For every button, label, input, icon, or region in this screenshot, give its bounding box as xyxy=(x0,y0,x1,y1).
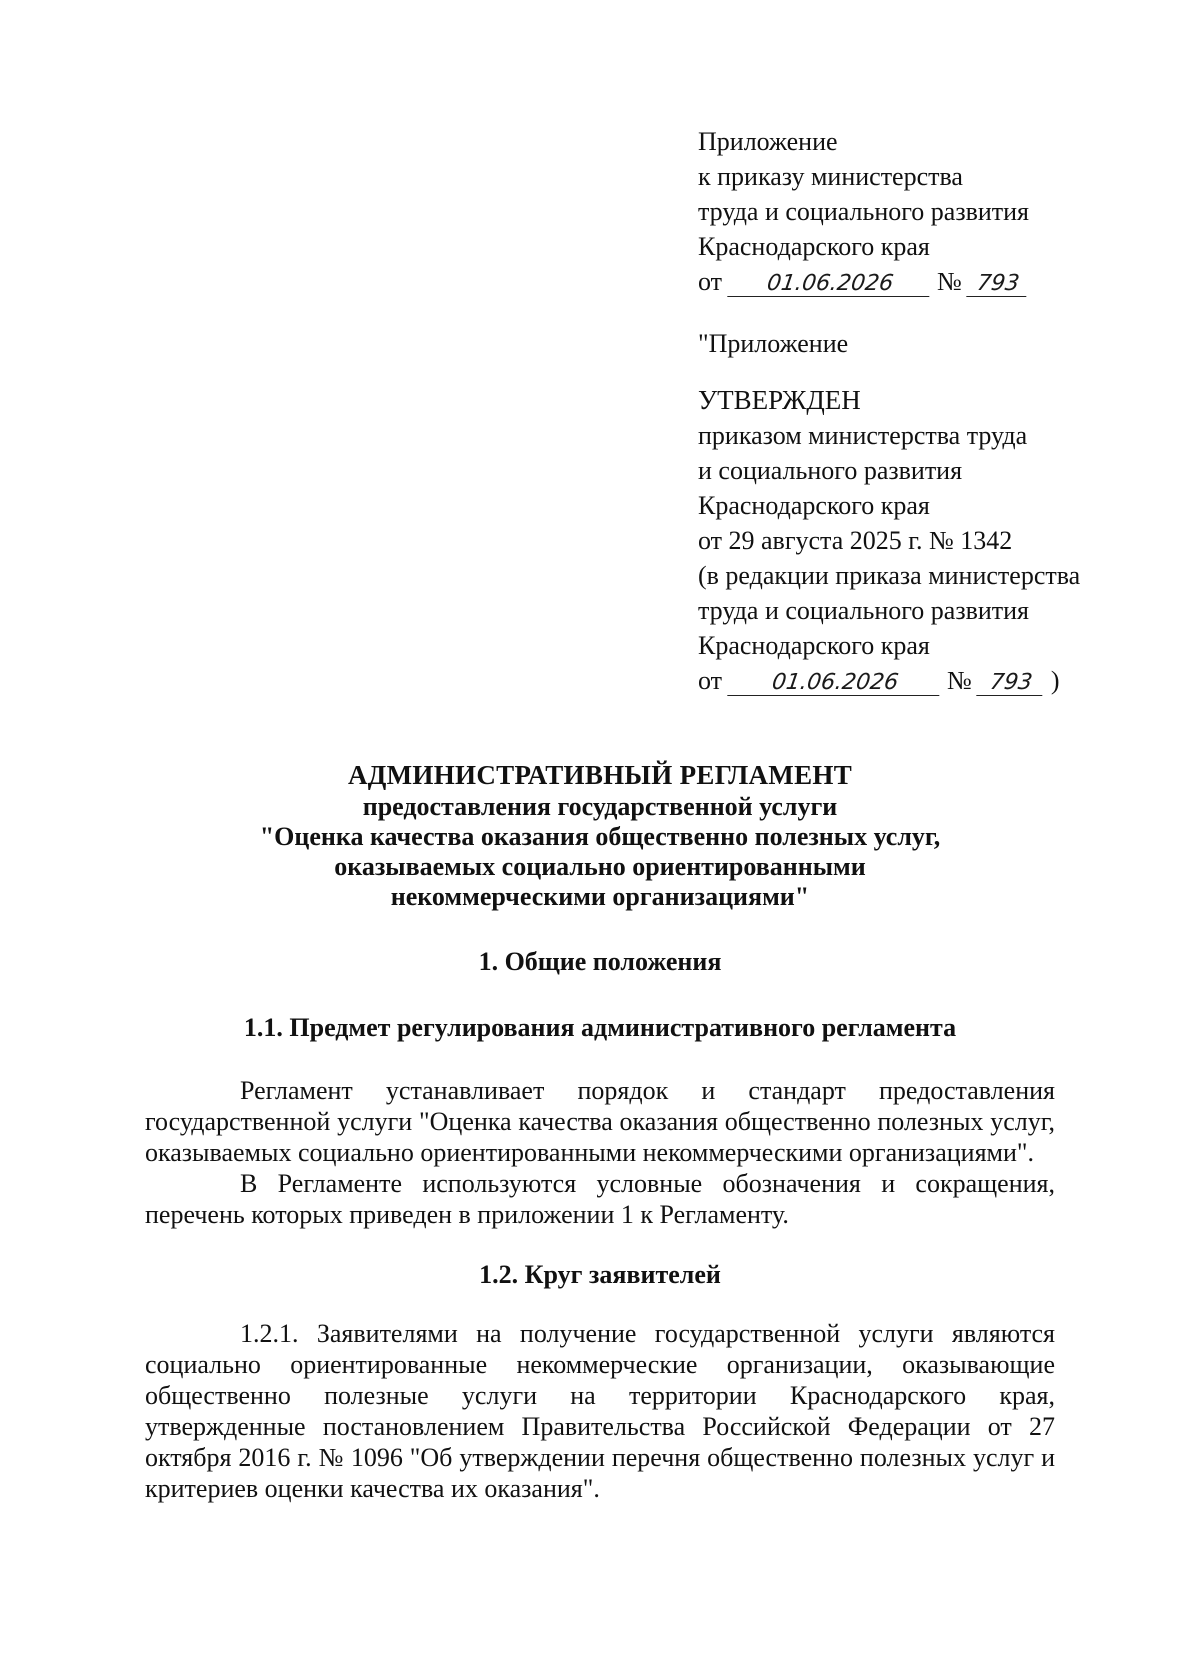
from-label: от xyxy=(698,267,723,296)
applicants-body xyxy=(145,1318,1055,1504)
appendix-date-line xyxy=(698,264,1158,299)
handwritten-date: 01.06.2026 xyxy=(727,671,943,696)
approval-date-line xyxy=(698,663,1158,698)
number-label: № xyxy=(947,666,972,695)
paragraph: Регламент устанавливает порядок и стандарт предоставления государственной услуги "Оценка качества оказания общественно полезных услуг, оказываемых социально ориентированными некоммерческими организациями". xyxy=(145,1076,1055,1167)
document-title xyxy=(160,758,1040,912)
section-heading-subject: 1.1. Предмет регулирования административного регламента xyxy=(243,1013,957,1042)
title-main: АДМИНИСТРАТИВНЫЙ РЕГЛАМЕНТ xyxy=(347,760,853,790)
title-line: "Оценка качества оказания общественно полезных услуг, xyxy=(259,822,941,851)
section-heading-general: 1. Общие положения xyxy=(478,947,722,976)
approval-line: Краснодарского края xyxy=(698,631,930,660)
paragraph: В Регламенте используются условные обозначения и сокращения, перечень которых приведен в приложении 1 к Регламенту. xyxy=(145,1169,1055,1229)
appendix-line: труда и социального развития xyxy=(698,197,1030,226)
approval-line: от 29 августа 2025 г. № 1342 xyxy=(698,526,1013,555)
approval-line: приказом министерства труда xyxy=(698,421,1028,450)
appendix-line: Краснодарского края xyxy=(698,232,930,261)
approved-title: УТВЕРЖДЕН xyxy=(698,385,861,415)
quoted-appendix-label: "Приложение xyxy=(698,329,849,358)
title-line: предоставления государственной услуги xyxy=(362,792,838,821)
section-heading-applicants: 1.2. Круг заявителей xyxy=(479,1260,721,1289)
approval-line: и социального развития xyxy=(698,456,963,485)
number-label: № xyxy=(937,267,962,296)
approval-line: Краснодарского края xyxy=(698,491,930,520)
title-line: некоммерческими организациями" xyxy=(390,882,810,911)
handwritten-number: 793 xyxy=(977,671,1047,696)
closing-paren: ) xyxy=(1050,666,1060,695)
appendix-label: Приложение xyxy=(698,127,838,156)
title-line: оказываемых социально ориентированными xyxy=(334,852,866,881)
appendix-line: к приказу министерства xyxy=(698,162,963,191)
subject-body xyxy=(145,1075,1055,1230)
appendix-block xyxy=(698,124,1158,698)
handwritten-number: 793 xyxy=(967,272,1031,297)
approval-line: (в редакции приказа министерства xyxy=(698,561,1081,590)
from-label: от xyxy=(698,666,723,695)
handwritten-date: 01.06.2026 xyxy=(727,272,933,297)
approval-line: труда и социального развития xyxy=(698,596,1030,625)
paragraph: 1.2.1. Заявителями на получение государственной услуги являются социально ориентированные некоммерческие организации, оказывающие общественно полезные услуги на территории Краснодарского края, утвержденные постановлением Правительства Российской Федерации от 27 октября 2016 г. № 1096 "Об утверждении перечня общественно полезных услуг и критериев оценки качества их оказания". xyxy=(145,1319,1055,1503)
